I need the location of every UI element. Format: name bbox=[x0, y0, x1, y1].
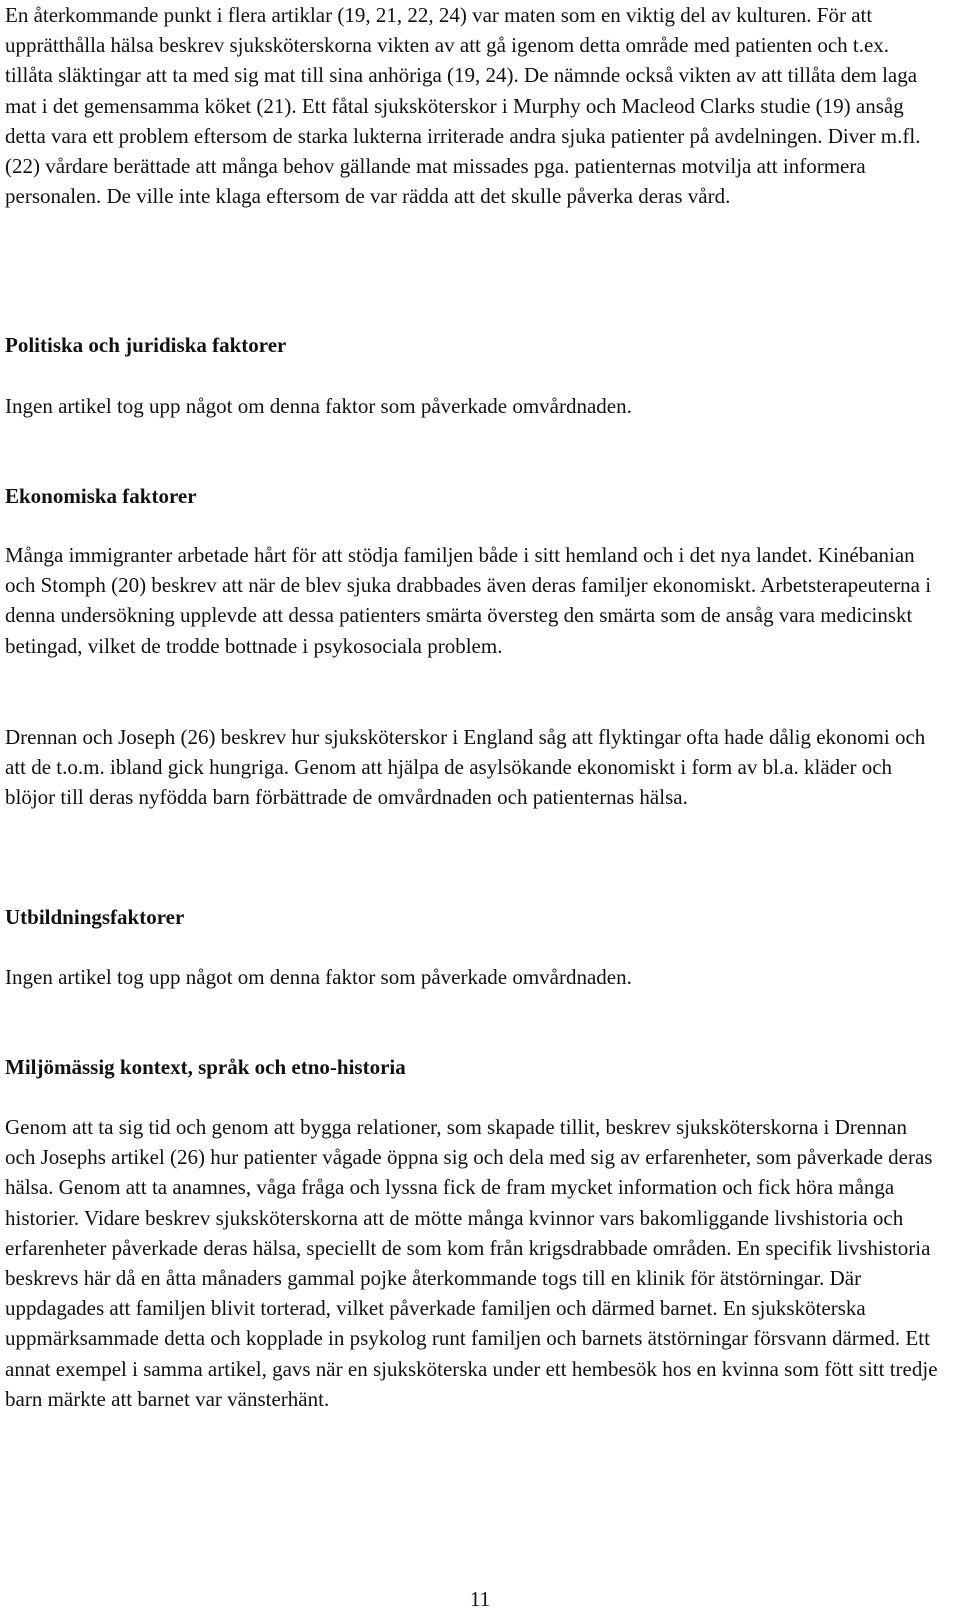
paragraph-education: Ingen artikel tog upp något om denna faktor som påverkade omvårdnaden. bbox=[5, 965, 632, 989]
heading-political-legal: Politiska och juridiska faktorer bbox=[5, 333, 287, 357]
heading-education: Utbildningsfaktorer bbox=[5, 905, 185, 929]
paragraph-political-legal: Ingen artikel tog upp något om denna faktor som påverkade omvårdnaden. bbox=[5, 394, 632, 418]
paragraph-economic-1: Många immigranter arbetade hårt för att stödja familjen både i sitt hemland och i det nya landet. Kinébanian och Stomph (20) beskrev att när de blev sjuka drabbades även deras familjer ekonomiskt. Arbetsterapeuterna i denna undersökning upplevde att dessa patienters smärta översteg den smärta som de ansåg vara medicinskt betingad, vilket de trodde bottnade i psykosociala problem. bbox=[5, 543, 932, 658]
paragraph-food-culture: En återkommande punkt i flera artiklar (19, 21, 22, 24) var maten som en viktig del av kulturen. För att upprätthålla hälsa beskrev sjuksköterskorna vikten av att gå igenom detta område med patienten och t.ex. tillåta släktingar att ta med sig mat till sina anhöriga (19, 24). De nämnde också vikten av att tillåta dem laga mat i det gemensamma köket (21). Ett fåtal sjuksköterskor i Murphy och Macleod Clarks studie (19) ansåg detta vara ett problem eftersom de starka lukterna irriterade andra sjuka patienter på avdelningen. Diver m.fl. (22) vårdare berättade att många behov gällande mat missades pga. patienternas motvilja att informera personalen. De ville inte klaga eftersom de var rädda att det skulle påverka deras vård. bbox=[5, 3, 921, 209]
page-number: 11 bbox=[469, 1587, 491, 1611]
heading-environmental-context: Miljömässig kontext, språk och etno-historia bbox=[5, 1055, 406, 1079]
heading-economic: Ekonomiska faktorer bbox=[5, 484, 197, 508]
paragraph-economic-2: Drennan och Joseph (26) beskrev hur sjuksköterskor i England såg att flyktingar ofta hade dålig ekonomi och att de t.o.m. ibland gick hungriga. Genom att hjälpa de asylsökande ekonomiskt i form av bl.a. kläder och blöjor till deras nyfödda barn förbättrade de omvårdnaden och patienternas hälsa. bbox=[5, 725, 926, 810]
paragraph-environmental-context: Genom att ta sig tid och genom att bygga relationer, som skapade tillit, beskrev sjuksköterskorna i Drennan och Josephs artikel (26) hur patienter vågade öppna sig och dela med sig av erfarenheter, som påverkade deras hälsa. Genom att ta anamnes, våga fråga och lyssna fick de fram mycket information och fick höra många historier. Vidare beskrev sjuksköterskorna att de mötte många kvinnor vars bakomliggande livshistoria och erfarenheter påverkade deras hälsa, speciellt de som kom från krigsdrabbade områden. En specifik livshistoria beskrevs här då en åtta månaders gammal pojke återkommande togs till en klinik för ätstörningar. Där uppdagades att familjen blivit torterad, vilket påverkade familjen och därmed barnet. En sjuksköterska uppmärksammade detta och kopplade in psykolog runt familjen och barnets ätstörningar försvann därmed. Ett annat exempel i samma artikel, gavs när en sjuksköterska under ett hembesök hos en kvinna som fött sitt tredje barn märkte att barnet var vänsterhänt. bbox=[5, 1115, 938, 1411]
